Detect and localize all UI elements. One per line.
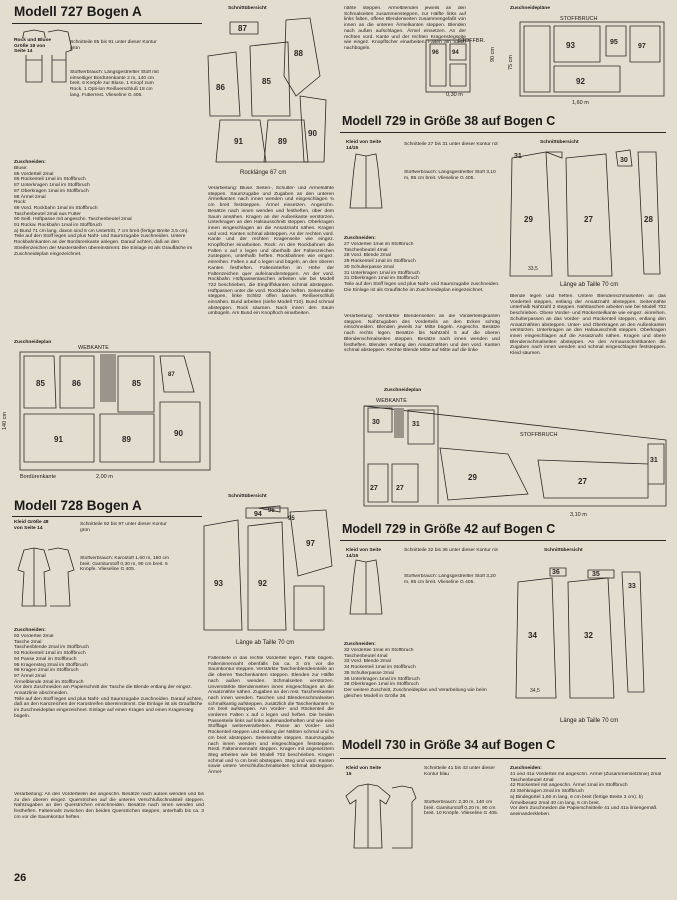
m730-figure-icon xyxy=(346,784,416,850)
svg-text:29: 29 xyxy=(468,473,477,482)
svg-text:93: 93 xyxy=(566,41,575,50)
m728-rule xyxy=(12,516,202,517)
m729a-figure-icon xyxy=(346,154,386,210)
svg-text:90: 90 xyxy=(308,129,317,138)
m729b-schnitt-title: Schnittübersicht xyxy=(544,548,583,553)
svg-text:28: 28 xyxy=(644,215,653,224)
m728-figure-icon xyxy=(14,548,74,608)
m728-verarbeitung2: Faltentiefe in das rechte Vorderteil legen. Falte bügeln. Falteninnennaht ebenfalls bis ca. 3 cm vor die Saumkontur steppen. Verstärkte Taschenblendennteile an die oberen Taschenkanten steppen. Blenden zur Hälfte nach außen wenden. Schmalseiten verstürzen. Unverstärkte Blendenseiten innen eingeschlagen an die Ansatznähte nähen. Zugaben an den rest. Taschenkanten nach innen wenden. Taschen und Blendenschmalseiten schmalkantig aufsteppen, zusätzlich die Taschenkanten ¾ cm breit aufsteppen. Am Vorder- und Rückenteil die vorderen Falten x auf o legen und heften. Die beiden Passenteile links auf links aufeinanderheften und wie eine Stofflage weiterverarbeiten. Passe an Vorder- und Rückenteil steppen und entlang der Nähten schmal und ¾ cm breit absteppen. Seitennähte steppen. Saumzugabe nach innen wenden und eingeschlagen feststeppen. Restl. Falteninnennaht steppen. Kragen mit angesetztem Steg arbeiten wie bei Modell 702 beschrieben. Kragen schmal und ¾ cm breit absteppen. Steg und vord. Kanten sowie untere Verschlußschmalseiten schmal absteppen. Ärmel- xyxy=(208,656,334,776)
m727-contour: Schnitteile 85 bis 91 unter dieser Kontur grün xyxy=(70,40,157,51)
m727-verarbeitung: Verarbeitung: Bluse: Seiten-, Schulter- und Ärmelnähte steppen. Saumzugabe und Zugaben an den unteren Ärmelkanten nach innen wenden und eingeschlagen ¾ cm breit feststeppen. Ärmel einsetzen. Angeschn. Besätze nach innen wenden und festheften, über dem Saum annähen. Kragen an der Außenkante verstürzen. Unterkragen an den Halsausschnitt steppen. Oberkragen innen eingeschlagen an die Ansatznaht nähen. Kragen und vord. Kanten schmal absteppen. An der rechten vord. Kante und der rechten Kragenseite wie eingez. Knopflöcher einarbeiten. Rock: An den Rockbahnen die Falten x auf x legen und oberhalb der Faltenzeichen zusteppen, unterhalb heften. Rockbahnen wie eingez. einreihen. Falten x auf o legen und bügeln, an den oberen Kanten festheften. Falteninterfen im Höhe der Faltenzeichen quer aufeinandersteppen. An der vord. Rockbahn Hüftpassentaschen arbeiten wie bei Modell 722 beschrieben, die Eingriffskanten schmal absteppen. Hüftpassen unter die vord. Rockbahn heften. Seitennähte steppen, linke Schlitz offen lassen. Reißverschluß einnähen. Bund arbeiten (siehe Modell 710). Bund schmal absteppen. Rock säumen. Nach innen den Saum umbügeln. Am Bund ein Knopfloch einarbeiten. xyxy=(208,186,334,317)
svg-text:86: 86 xyxy=(216,83,225,92)
svg-text:31: 31 xyxy=(650,457,658,464)
svg-text:30: 30 xyxy=(372,419,380,426)
svg-text:96: 96 xyxy=(268,508,275,514)
m729a-verarbeitung: Verarbeitung: Verstärkte Blendenseiten an die Vorderteilsgkanten steppen. Nahtzugaben des Vorderteils an den Ecken schräg einschneiden. Blenden jeweils zur Mitte bügeln. Angeschn. Besätze nach rechts legen. Besätze bis Nahtzahl 5 auf die oberen Blendenschmalseiten steppen. Besätze nach innen wenden und festheften. Blenden entlang den Ansatznähten und den vord. Kanten schmal absteppen. Rechte Blende Mitte auf Mitte auf die linke xyxy=(344,314,500,354)
svg-text:85: 85 xyxy=(36,379,45,388)
m727-cutting-plan xyxy=(14,352,214,472)
svg-text:86: 86 xyxy=(72,379,81,388)
m729a-header: Modell 729 in Größe 38 auf Bogen C xyxy=(342,114,556,128)
svg-text:27: 27 xyxy=(584,215,593,224)
m729b-stoff: Stoffverbrauch: Längsgestreifter Stoff 3,20 m, 85 cm breit. Vlieseline G 405. xyxy=(404,574,496,585)
m729a-zuschneiden-title: Zuschneiden: xyxy=(344,236,376,241)
m728-laenge: Länge ab Taille 70 cm xyxy=(236,640,295,646)
m727-height: 140 cm xyxy=(2,411,8,430)
svg-text:91: 91 xyxy=(54,435,63,444)
m727-pattern-overview xyxy=(200,16,332,166)
svg-text:97: 97 xyxy=(306,539,315,548)
m729a-stoffbruch: STOFFBRUCH xyxy=(520,432,558,438)
m729a-contour: Schnitteile 27 bis 31 unter dieser Kontur rot xyxy=(404,142,498,147)
svg-text:96: 96 xyxy=(432,50,439,56)
m729a-cutting-plan xyxy=(348,404,668,512)
m730-contour: Schnitteile 41 bis 43 unter dieser Kontur blau xyxy=(424,766,495,777)
m729b-header: Modell 729 in Größe 42 auf Bogen C xyxy=(342,522,556,536)
svg-text:32: 32 xyxy=(584,631,593,640)
svg-text:94: 94 xyxy=(254,511,262,518)
m727-plan-title: Zuschneideplan xyxy=(14,340,52,345)
m728-continued-text: nähte steppen. Ärmelblenden jeweils an den Schmalseiten zusammensteppen, zur Hälfte links auf links falten, offene Blendenseiten zusammengefaßt von innen an die unteren Ärmelkanten steppen. Blenden nach außen aufschlagen. Ärmel einsetzen. An der rechten vord. Kante und der rechten Kragenstegseite wie eingez. Knopflöcher einarbeiten. Falten am Saum nachbügeln. xyxy=(344,6,466,51)
m727-subtitle: Rock und Bluse Größe 18 von Seite 14 xyxy=(14,38,54,55)
svg-text:36: 36 xyxy=(552,569,560,576)
m727-zuschneiden-title: Zuschneiden: xyxy=(14,160,46,165)
svg-text:85: 85 xyxy=(262,77,271,86)
m728-zuschneiden-title: Zuschneiden: xyxy=(14,628,46,633)
m730-zuschneiden: 41 und 41a Vorderteil mit angeschn. Ärmel (Zusammensetzlinie) 2mal Taschenbeutel 4mal 42 Rückenteil mit angeschn. Ärmel 1mal im Stoffbruch 43 Stehkragen 2mal im Stoffbruch a) Bindegürtel 1,60 m lang, 6 cm breit (fertige Breite 3 cm). b) Ärmelbesatz 2mal 40 cm lang, 6 cm breit. Vor dem Zuschneiden die Papierschnitteile 41 und 41a liniengemäß aneinanderkleben. xyxy=(510,772,662,817)
svg-text:95: 95 xyxy=(610,39,618,46)
m728-subtitle: Kleid Größe 48 von Seite 14 xyxy=(14,520,49,531)
svg-text:27: 27 xyxy=(578,477,587,486)
svg-text:34,5: 34,5 xyxy=(530,688,540,694)
m728-plaene-title: Zuschneidepläne xyxy=(510,6,550,11)
svg-text:27: 27 xyxy=(396,485,404,492)
m729a-width: 3,10 m xyxy=(570,512,587,518)
svg-text:87: 87 xyxy=(168,372,175,378)
m728-75cm: 75 cm xyxy=(508,55,514,70)
svg-text:91: 91 xyxy=(234,137,243,146)
m728-verarbeitung: Verarbeitung: An den Vorderteilen die angeschn. Besätze nach außen wenden und bis zu den oberen eingez. Querstrichen auf die unteren Verschlußschnalsteil steppen. Nahtzugaben an den Querstrichen einschneiden. Besätze nach innen wenden und festheften. Faltennaht zwischen den beiden Querstrichen steppen, unterhalb bis ca. 3 cm vor die Saumkontur heften. xyxy=(14,792,204,820)
m730-rule xyxy=(340,758,666,759)
svg-text:92: 92 xyxy=(576,77,585,86)
svg-text:90: 90 xyxy=(174,429,183,438)
m727-rock-caption: Rocklänge 67 cm xyxy=(240,170,287,176)
svg-text:89: 89 xyxy=(122,435,131,444)
svg-text:97: 97 xyxy=(638,43,646,50)
svg-text:31: 31 xyxy=(412,421,420,428)
m727-stoff: Stoffverbrauch: Längsgestreifter Stoff mit einseitiger Bordürenkante 2 m, 140 cm breit. 6 Knöpfe zur Bluse, 1 Knopf zum Rock. 1 Opti-lon Reißverschluß 18 cm lang. Futterrest. Vlieseline G 405. xyxy=(70,70,159,98)
m728-zuschneiden: 92 Vorderteil 2mal Tasche 2mal Taschenblende 2mal im Stoffbruch 93 Rückenteil 1mal im Stoffbruch 94 Passe 2mal im Stoffbruch 95 Kragensteg 2mal im Stoffbruch 96 Kragen 2mal im Stoffbruch 97 Ärmel 2mal Ärmelblende 2mal im Stoffbruch Vor dem Zuschneiden am Papierschnitt der Tasche die Blende entlang der eingez. Ansatzlinie abschneiden. Teile auf den Stoff legen und plus Naht- und Saumzugabe zuschneiden. Darauf achten, daß an den Karozeichen der Karostreifen übereinstimmt. Die Einlage ist als Graufläche im Zuschneideplan eingezeichnet. Einlage auf einen Kragen und einen Kragensteg bügeln. xyxy=(14,634,203,719)
m727-bordure: Bordürenkante xyxy=(20,474,57,480)
svg-text:87: 87 xyxy=(238,24,247,33)
m730-zuschneiden-title: Zuschneiden: xyxy=(510,766,542,771)
m728-stoffbr: STOFFBR. xyxy=(458,38,486,44)
m729b-rule xyxy=(340,540,666,541)
svg-text:33: 33 xyxy=(628,583,636,590)
svg-text:88: 88 xyxy=(294,49,303,58)
m727-header: Modell 727 Bogen A xyxy=(14,4,142,19)
svg-text:95: 95 xyxy=(288,516,295,522)
m729b-zuschneiden-title: Zuschneiden: xyxy=(344,642,376,647)
m729a-pattern-overview xyxy=(506,148,666,278)
svg-text:85: 85 xyxy=(132,379,141,388)
m727-webkante: WEBKANTE xyxy=(78,345,109,351)
m728-pattern-overview xyxy=(198,506,336,636)
m730-subtitle: Kleid von Seite 15 xyxy=(346,766,382,777)
svg-text:35: 35 xyxy=(592,571,600,578)
svg-text:30: 30 xyxy=(620,157,628,164)
svg-text:29: 29 xyxy=(524,215,533,224)
svg-text:33,5: 33,5 xyxy=(528,266,538,272)
m728-030: 0,30 m xyxy=(446,92,463,98)
m728-contour: Schnitteile 92 bis 97 unter dieser Kontur grün xyxy=(80,522,167,533)
svg-text:94: 94 xyxy=(452,50,459,56)
m728-stoffbruch: STOFFBRUCH xyxy=(560,16,598,22)
m727-rule xyxy=(12,23,202,24)
m729a-zuschneiden: 27 Vorderteil 1mal im Stoffbruch Taschenbeutel 4mal 28 Vord. Blende 2mal 29 Rückenteil 1mal im Stoffbruch 30 Schulterpasse 2mal 31 Unterkragen 1mal im Stoffbruch 31 Oberkragen 1mal im Stoffbruch Teile auf den Stoff legen und plus Naht- und Saumzugabe zuschneiden. Die Einlage ist als Graufläche im Zuschneideplan eingezeichnet. xyxy=(344,242,500,293)
m730-stoff: Stoffverbrauch: 2,30 m, 140 cm breit. Garniturstoff 0,20 m, 90 cm breit. 10 Knöpfe. Vlieseline G 405. xyxy=(424,800,499,817)
m729b-contour: Schnitteile 32 bis 36 unter dieser Kontur rot xyxy=(404,548,498,553)
m729a-plan-title: Zuschneideplan xyxy=(384,388,422,393)
m728-main-plan xyxy=(520,22,666,98)
m727-schnitt-title: Schnittübersicht xyxy=(228,6,267,11)
page-number: 26 xyxy=(14,872,27,884)
m729b-figure-icon xyxy=(346,560,386,616)
m729b-pattern-overview xyxy=(510,558,666,700)
m729a-right-text: Blende legen und heften. Untere Blendenschmalseiten an das Vorderteil steppen, entlang der Ansatznaht absteppen. Seitennähte unterhalb Nahtzahl 2 steppen. Nahttaschen arbeiten wie bei Modell 702 beschrieben. Obere Vorder- und Rückenteilkante wie eingez. einreihen. Schulterpassen an das Vorder- und Rückenteil steppen, entlang den Ansatznähten absteppen. Unter- und Oberkragen an den Außenkanten verstürzen. Unterkragen an den Halsausschnitt steppen. Oberkragen innen eingeschlagen auf die Ansatznaht nähen. Kragen und obere Blendenschmalseiten absteppen. An den Armausschnittkanten die Zugaben nach innen wenden und schmal eingeschlagen feststeppen. Kleid säumen. xyxy=(510,294,666,357)
svg-text:93: 93 xyxy=(214,579,223,588)
m728-schnitt-title: Schnittübersicht xyxy=(228,494,267,499)
m728-stoff: Stoffverbrauch: Karostoff 1,60 m, 150 cm breit. Garniturstoff 0,30 m, 90 cm breit. 6 Knöpfe. Vlieseline G 405. xyxy=(80,556,169,573)
m728-160m: 1,60 m xyxy=(572,100,589,106)
m729a-laenge: Länge ab Taille 70 cm xyxy=(560,282,619,288)
m729a-schnitt-title: Schnittübersicht xyxy=(540,140,579,145)
m729a-webkante: WEBKANTE xyxy=(376,398,407,404)
m729b-laenge: Länge ab Taille 70 cm xyxy=(560,718,619,724)
m729a-subtitle: Kleid von Seite 14/15 xyxy=(346,140,382,151)
svg-text:34: 34 xyxy=(528,631,537,640)
m727-zuschneiden: Bluse: 85 Vorderteil 2mal 86 Rückenteil 1mal im Stoffbruch 87 Unterkragen 1mal im Stoffbruch 87 Oberkragen 1mal im Stoffbruch 88 Ärmel 2mal Rock: 89 Vord. Rockbahn 1mal im Stoffbruch Taschenbeutel 2mal aus Futter 90 Seitl. Hüftpasse mit angeschn. Taschenbeutel 2mal 91 Rückw. Rockbahn 1mal im Stoffbruch a) Bund 71 cm lang, davon sind 5 cm Untertritt, 7 cm breit (fertige Breite 3,5 cm). Teile auf den Stoff legen und plus Naht- und Saumzugabe zuschneiden. Untere Rockbahnkanten an der Bordürenkante anlegen. Darauf achten, daß an den Streifenzeichen der Mustersteifen übereinstimmt. Die Einlage ist als Graufläche im Zuschneideplan eingezeichnet. xyxy=(14,166,193,257)
svg-text:27: 27 xyxy=(370,485,378,492)
m729a-rule xyxy=(340,132,666,133)
m729a-stoff: Stoffverbrauch: Längsgestreifter Stoff 3,10 m, 85 cm breit. Vlieseline G 405. xyxy=(404,170,496,181)
m729b-zuschneiden: 32 Vorderteil 1mal im Stoffbruch Taschenbeutel 4mal 33 Vord. Blende 2mal 34 Rückenteil 1mal im Stoffbruch 35 Schulterpasse 2mal 36 Unterkragen 1mal im Stoffbruch 36 Oberkragen 1mal im Stoffbruch Der weitere Zuschnitt, Zuschneideplan und Verarbeitung wie beim gleichen Modell in Größe 38. xyxy=(344,648,487,699)
svg-text:31: 31 xyxy=(514,153,522,160)
svg-text:89: 89 xyxy=(278,137,287,146)
m729b-subtitle: Kleid von Seite 14/15 xyxy=(346,548,382,559)
svg-text:92: 92 xyxy=(258,579,267,588)
m730-header: Modell 730 in Größe 34 auf Bogen C xyxy=(342,738,556,752)
m728-small-plan xyxy=(426,40,472,98)
m727-width: 2,00 m xyxy=(96,474,113,480)
m728-header: Modell 728 Bogen A xyxy=(14,498,142,513)
m728-90cm: 90 cm xyxy=(490,47,496,62)
